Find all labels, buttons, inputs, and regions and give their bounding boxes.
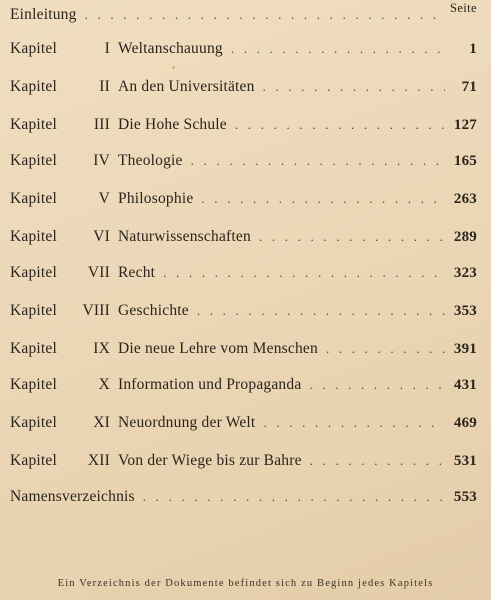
- toc-page-number: 391: [453, 341, 477, 357]
- leader-dots: [197, 303, 445, 319]
- chapter-word: Kapitel: [10, 264, 58, 281]
- toc-entry-chapter: [10, 340, 477, 364]
- leader-dots: [191, 153, 445, 169]
- chapter-word: Kapitel: [10, 452, 58, 469]
- toc-entry-label: Namensverzeichnis: [10, 488, 135, 505]
- chapter-number: VIII: [82, 302, 110, 319]
- toc-page-number: 431: [453, 377, 477, 393]
- toc-page-number: 353: [453, 303, 477, 319]
- chapter-number: XII: [87, 452, 110, 469]
- leader-dots: [201, 191, 445, 207]
- toc-entry-chapter: [10, 78, 477, 102]
- chapter-title: Von der Wiege bis zur Bahre: [118, 452, 302, 469]
- leader-dots: [259, 229, 445, 245]
- seite-column-header: Seite: [450, 1, 477, 15]
- toc-entry-label: Einleitung: [10, 6, 77, 23]
- chapter-title: Die Hohe Schule: [118, 116, 227, 133]
- toc-entry-chapter: [10, 414, 477, 438]
- chapter-title: Weltanschauung: [118, 40, 223, 57]
- chapter-word: Kapitel: [10, 414, 58, 431]
- chapter-number: VII: [87, 264, 110, 281]
- leader-dots: [263, 415, 445, 431]
- chapter-title: Recht: [118, 264, 156, 281]
- chapter-title: Naturwissenschaften: [118, 228, 251, 245]
- chapter-word: Kapitel: [10, 302, 58, 319]
- toc-entry-chapter: [10, 152, 477, 176]
- toc-page-number: 165: [453, 153, 477, 169]
- chapter-word: Kapitel: [10, 190, 58, 207]
- leader-dots: [163, 265, 445, 281]
- leader-dots: [326, 341, 445, 357]
- toc-page-number: 323: [453, 265, 477, 281]
- toc-page-number: 553: [453, 489, 477, 505]
- paper-speck: [172, 66, 175, 69]
- toc-entry-chapter: [10, 190, 477, 214]
- chapter-number: IX: [93, 340, 110, 357]
- chapter-number: V: [98, 190, 110, 207]
- toc-entry-einleitung: [10, 6, 477, 30]
- leader-dots: [235, 117, 445, 133]
- chapter-number: I: [104, 40, 110, 57]
- toc-page-number: 127: [453, 117, 477, 133]
- chapter-number: IV: [93, 152, 110, 169]
- toc-entry-chapter: [10, 40, 477, 64]
- chapter-number: II: [99, 78, 110, 95]
- chapter-word: Kapitel: [10, 376, 58, 393]
- toc-page-number: 71: [461, 79, 477, 95]
- chapter-title: An den Universitäten: [118, 78, 255, 95]
- leader-dots: [85, 7, 445, 23]
- toc-entry-chapter: [10, 376, 477, 400]
- toc-entry-chapter: [10, 264, 477, 288]
- toc-entry-chapter: [10, 116, 477, 140]
- chapter-number: XI: [93, 414, 110, 431]
- chapter-word: Kapitel: [10, 116, 58, 133]
- chapter-title: Geschichte: [118, 302, 189, 319]
- chapter-word: Kapitel: [10, 40, 58, 57]
- leader-dots: [143, 489, 445, 505]
- footer-note: Ein Verzeichnis der Dokumente befindet sich zu Beginn jedes Kapitels: [57, 578, 434, 589]
- chapter-title: Information und Propaganda: [118, 376, 302, 393]
- toc-entry-chapter: [10, 452, 477, 476]
- toc-page-number: 531: [453, 453, 477, 469]
- toc-entry-chapter: [10, 302, 477, 326]
- toc-page-number: 263: [453, 191, 477, 207]
- leader-dots: [263, 79, 445, 95]
- chapter-title: Neuordnung der Welt: [118, 414, 256, 431]
- chapter-title: Philosophie: [118, 190, 194, 207]
- chapter-word: Kapitel: [10, 152, 58, 169]
- toc-entry-chapter: [10, 228, 477, 252]
- chapter-word: Kapitel: [10, 78, 58, 95]
- chapter-word: Kapitel: [10, 340, 58, 357]
- toc-page-number: 289: [453, 229, 477, 245]
- chapter-title: Theologie: [118, 152, 183, 169]
- toc-entry-namensverzeichnis: [10, 488, 477, 512]
- chapter-number: III: [93, 116, 110, 133]
- leader-dots: [309, 377, 445, 393]
- chapter-number: VI: [93, 228, 110, 245]
- toc-page-number: 469: [453, 415, 477, 431]
- chapter-word: Kapitel: [10, 228, 58, 245]
- leader-dots: [310, 453, 445, 469]
- chapter-number: X: [98, 376, 110, 393]
- toc-page-number: 1: [469, 41, 477, 57]
- leader-dots: [231, 41, 445, 57]
- chapter-title: Die neue Lehre vom Menschen: [118, 340, 318, 357]
